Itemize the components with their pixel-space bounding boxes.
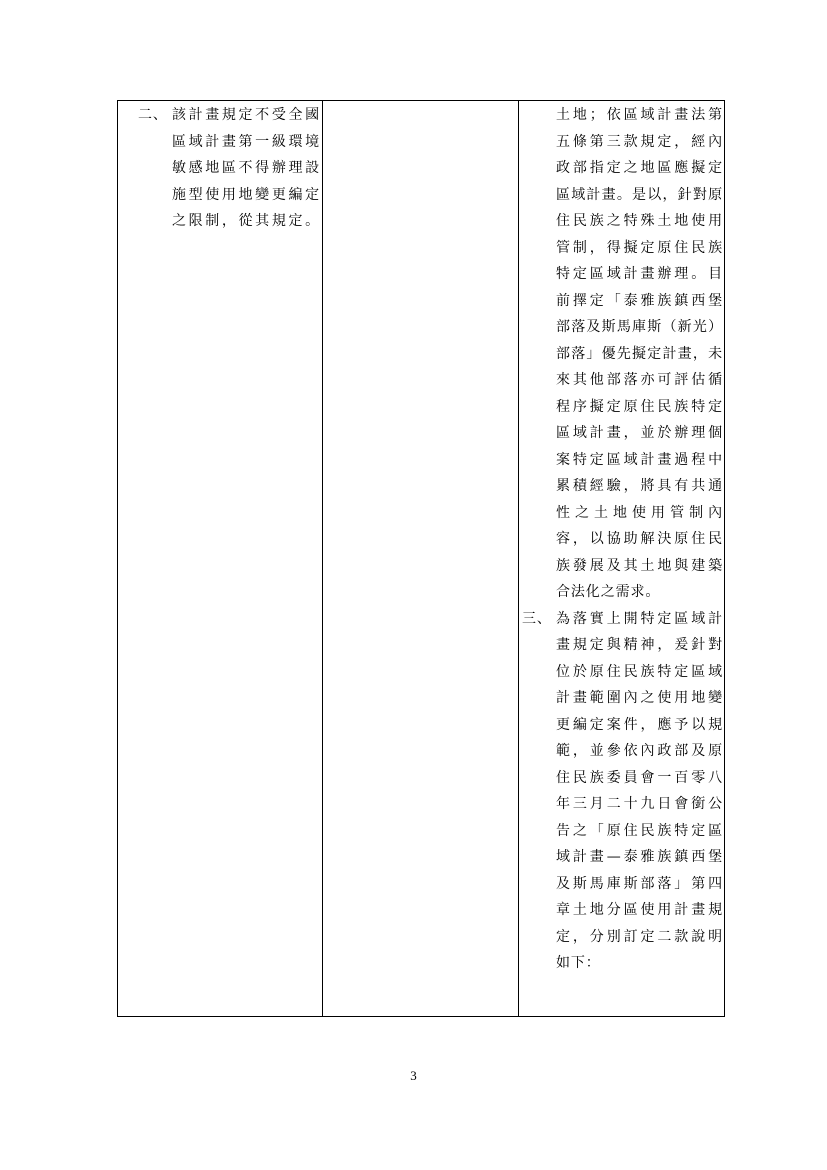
text-line: 範，並參依內政部及原 [556,743,723,759]
table-cell-left [118,101,322,235]
item-text [172,102,320,235]
text-line: 區域計畫。是以，針對原 [556,186,723,203]
text-line: 及斯馬庫斯部落」第四 [556,875,723,892]
text-line: 域計畫—泰雅族鎮西堡 [556,849,723,865]
text-line: 章土地分區使用計畫規 [556,902,723,918]
text-line: 位於原住民族特定區域 [556,663,723,680]
list-item-2 [118,102,322,235]
text-line: 區域計畫，並於辦理個 [556,425,723,441]
item-number: 二、 [138,107,168,123]
text-line: 五條第三款規定，經內 [556,133,723,150]
text-line: 更編定案件，應予以規 [556,716,723,733]
text-line: 合法化之需求。 [556,584,661,600]
text-line: 區域計畫第一級環境 [172,133,320,150]
text-line: 族發展及其土地與建築 [556,557,723,574]
text-line: 部落」優先擬定計畫，未 [556,345,723,362]
text-line: 之限制，從其規定。 [172,213,320,229]
text-line: 性之土地使用管制內 [556,504,723,521]
text-line: 施型使用地變更編定 [172,186,320,203]
text-line: 程序擬定原住民族特定 [556,398,723,415]
text-line: 告之「原住民族特定區 [556,822,723,839]
text-line: 前擇定「泰雅族鎮西堡 [556,292,723,309]
text-line: 為落實上開特定區域計 [556,610,723,627]
text-line: 住民族之特殊土地使用 [556,213,723,229]
text-line: 管制，得擬定原住民族 [556,239,723,256]
text-line: 敏感地區不得辦理設 [172,160,320,176]
paragraph-text [556,102,723,606]
column-divider [322,101,323,1016]
text-line: 部落及斯馬庫斯（新光） [556,319,723,335]
text-line: 土地；依區域計畫法第 [556,107,723,123]
text-line: 如下： [556,955,601,971]
text-line: 定，分別訂定二款說明 [556,928,723,945]
text-line: 計畫範圍內之使用地變 [556,690,723,706]
text-line: 案特定區域計畫過程中 [556,451,723,468]
item-number: 三、 [522,610,552,627]
list-item-3 [519,606,726,977]
text-line: 年三月二十九日會銜公 [556,796,723,812]
table-cell-right [519,101,726,977]
text-line: 住民族委員會一百零八 [556,769,723,786]
text-line: 來其他部落亦可評估循 [556,372,723,388]
comparison-table [117,100,725,1017]
text-line: 該計畫規定不受全國 [172,107,320,123]
text-line: 政部指定之地區應擬定 [556,160,723,176]
text-line: 累積經驗，將具有共通 [556,478,723,494]
item-text [556,606,723,977]
text-line: 特定區域計畫辦理。目 [556,266,723,282]
text-line: 容，以協助解決原住民 [556,531,723,547]
continued-paragraph [519,102,726,606]
text-line: 畫規定與精神，爰針對 [556,637,723,653]
page-number: 3 [410,1068,417,1083]
